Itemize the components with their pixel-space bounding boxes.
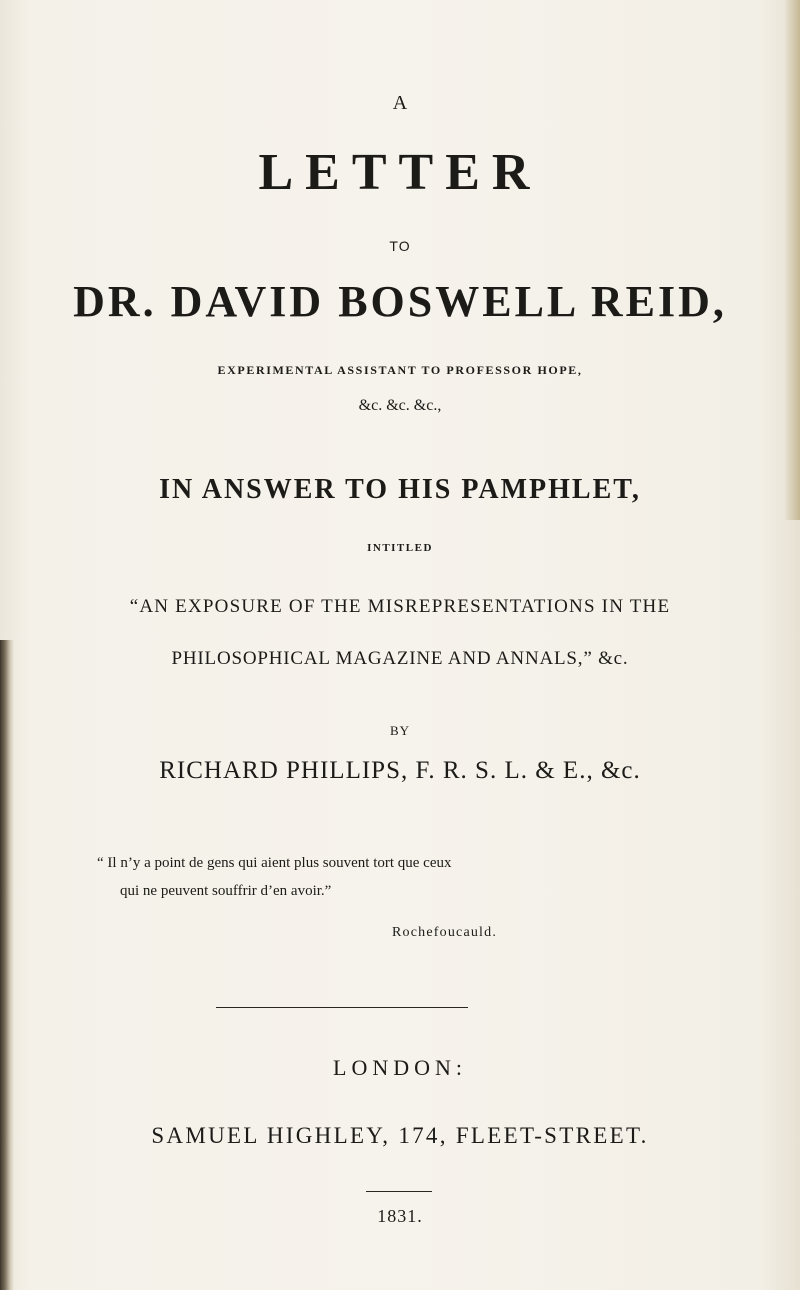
article-a: A: [392, 92, 408, 114]
by-label: BY: [389, 723, 411, 738]
publication-year: 1831.: [377, 1206, 423, 1226]
epigraph-line-1: “ Il n’y a point de gens qui aient plus souvent tort que ceux: [97, 855, 452, 871]
title-letter: LETTER: [258, 144, 542, 201]
etc-line: &c. &c. &c.,: [358, 397, 442, 414]
short-divider-rule: [366, 1191, 432, 1192]
to-label: TO: [389, 238, 411, 254]
author-line: RICHARD PHILLIPS, F. R. S. L. & E., &c.: [159, 757, 641, 784]
recipient-role: EXPERIMENTAL ASSISTANT TO PROFESSOR HOPE,: [217, 363, 583, 377]
epigraph-attribution: Rochefoucauld.: [392, 925, 498, 940]
answer-line: IN ANSWER TO HIS PAMPHLET,: [159, 474, 641, 505]
pamphlet-title-line-1: “AN EXPOSURE OF THE MISREPRESENTATIONS IN THE: [129, 596, 671, 617]
recipient-name: DR. DAVID BOSWELL REID,: [73, 277, 727, 326]
publisher-line: SAMUEL HIGHLEY, 174, FLEET-STREET.: [151, 1123, 649, 1148]
epigraph-line-2: qui ne peuvent souffrir d’en avoir.”: [120, 883, 332, 899]
pamphlet-title-line-2: PHILOSOPHICAL MAGAZINE AND ANNALS,” &c.: [171, 648, 629, 669]
place-of-publication: LONDON:: [333, 1055, 467, 1080]
page-edge-stain: [784, 0, 800, 520]
intitled-label: INTITLED: [367, 542, 433, 554]
divider-rule: [216, 1007, 468, 1008]
